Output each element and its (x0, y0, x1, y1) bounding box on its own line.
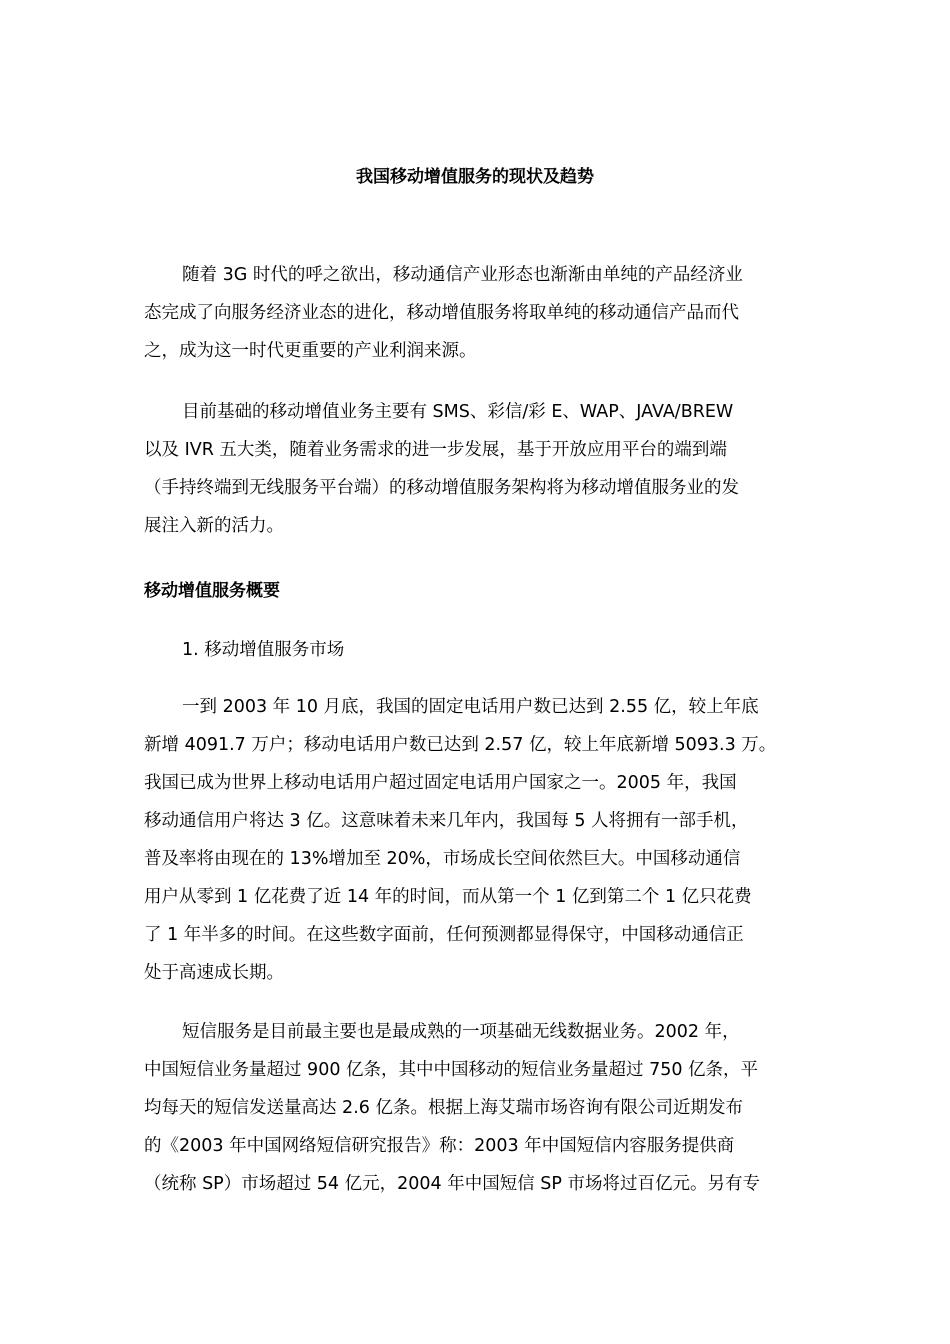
paragraph-sms (144, 1013, 824, 1203)
paragraph-line: 均每天的短信发送量高达 2.6 亿条。根据上海艾瑞市场咨询有限公司近期发布 (144, 1098, 743, 1118)
paragraph-line: 处于高速成长期。 (144, 963, 284, 983)
paragraph-line: 短信服务是目前最主要也是最成熟的一项基础无线数据业务。2002 年， (182, 1022, 740, 1042)
paragraph-line: 展注入新的活力。 (144, 516, 284, 536)
section-heading: 移动增值服务概要 (144, 581, 280, 601)
paragraph-line: 目前基础的移动增值业务主要有 SMS、彩信/彩 E、WAP、JAVA/BREW (182, 402, 734, 422)
paragraph-line: 以及 IVR 五大类，随着业务需求的进一步发展，基于开放应用平台的端到端 (144, 440, 727, 460)
paragraph-line: 普及率将由现在的 13%增加至 20%，市场成长空间依然巨大。中国移动通信 (144, 849, 741, 869)
paragraph-line: （统称 SP）市场超过 54 亿元，2004 年中国短信 SP 市场将过百亿元。另有专 (144, 1174, 761, 1194)
paragraph-line: 的《2003 年中国网络短信研究报告》称：2003 年中国短信内容服务提供商 (144, 1136, 735, 1156)
subsection-heading: 1. 移动增值服务市场 (182, 640, 345, 660)
document-title: 我国移动增值服务的现状及趋势 (356, 167, 594, 187)
paragraph-line: 用户从零到 1 亿花费了近 14 年的时间，而从第一个 1 亿到第二个 1 亿只花费 (144, 887, 752, 907)
paragraph-market (144, 688, 824, 992)
paragraph-line: 态完成了向服务经济业态的进化，移动增值服务将取单纯的移动通信产品而代 (144, 303, 739, 323)
paragraph-intro (144, 256, 824, 370)
paragraph-services (144, 393, 824, 545)
paragraph-line: 中国短信业务量超过 900 亿条，其中中国移动的短信业务量超过 750 亿条，平 (144, 1060, 759, 1080)
paragraph-line: 随着 3G 时代的呼之欲出，移动通信产业形态也渐渐由单纯的产品经济业 (182, 265, 743, 285)
paragraph-line: （手持终端到无线服务平台端）的移动增值服务架构将为移动增值服务业的发 (144, 478, 739, 498)
paragraph-line: 之，成为这一时代更重要的产业利润来源。 (144, 341, 477, 361)
paragraph-line: 新增 4091.7 万户；移动电话用户数已达到 2.57 亿，较上年底新增 5093.3 万。 (144, 735, 777, 755)
paragraph-line: 我国已成为世界上移动电话用户超过固定电话用户国家之一。2005 年，我国 (144, 773, 737, 793)
paragraph-line: 移动通信用户将达 3 亿。这意味着未来几年内，我国每 5 人将拥有一部手机， (144, 811, 749, 831)
paragraph-line: 了 1 年半多的时间。在这些数字面前，任何预测都显得保守，中国移动通信正 (144, 925, 744, 945)
paragraph-line: 一到 2003 年 10 月底，我国的固定电话用户数已达到 2.55 亿，较上年底 (182, 697, 759, 717)
